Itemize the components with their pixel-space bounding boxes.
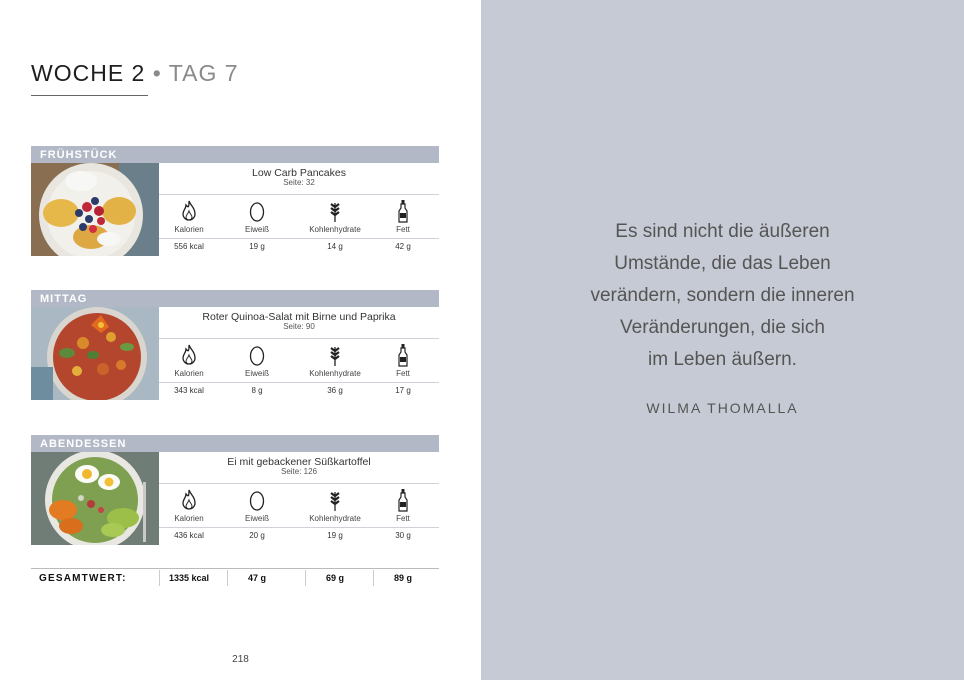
total-label: GESAMTWERT: bbox=[39, 573, 127, 584]
fat-column bbox=[373, 199, 433, 234]
carbs-value: 19 g bbox=[327, 531, 343, 540]
calories-column bbox=[159, 199, 219, 234]
egg-icon bbox=[249, 343, 265, 367]
oil-bottle-icon bbox=[395, 199, 411, 223]
week-label: WOCHE 2 bbox=[31, 60, 146, 86]
divider bbox=[159, 527, 439, 528]
egg-icon bbox=[249, 199, 265, 223]
fat-column bbox=[373, 343, 433, 378]
calories-label: Kalorien bbox=[174, 369, 204, 378]
protein-label: Eiweiß bbox=[244, 369, 269, 378]
protein-label: Eiweiß bbox=[244, 514, 269, 523]
fat-value: 17 g bbox=[395, 386, 411, 395]
protein-value: 8 g bbox=[251, 386, 263, 395]
egg-sweet-potato-photo bbox=[31, 452, 159, 545]
protein-label: Eiweiß bbox=[244, 225, 269, 234]
meal-dinner bbox=[31, 435, 439, 540]
day-label: TAG 7 bbox=[168, 60, 239, 86]
protein-value: 19 g bbox=[249, 242, 265, 251]
total-protein: 47 g bbox=[247, 573, 266, 583]
protein-column bbox=[227, 488, 287, 523]
fat-value: 42 g bbox=[395, 242, 411, 251]
left-page bbox=[0, 0, 481, 680]
heading-separator: • bbox=[152, 60, 162, 86]
recipe-page: Seite: 126 bbox=[280, 467, 318, 476]
recipe-title: Ei mit gebackener Süßkartoffel bbox=[227, 456, 371, 468]
recipe-title: Low Carb Pancakes bbox=[252, 167, 346, 179]
meal-category: FRÜHSTÜCK bbox=[31, 146, 439, 163]
calories-label: Kalorien bbox=[174, 225, 204, 234]
protein-column bbox=[227, 343, 287, 378]
carbs-value: 14 g bbox=[327, 242, 343, 251]
heading-underline bbox=[31, 95, 148, 96]
calories-value: 436 kcal bbox=[174, 531, 204, 540]
total-fat: 89 g bbox=[393, 573, 412, 583]
quote-line: Veränderungen, die sich bbox=[620, 317, 825, 338]
wheat-icon bbox=[327, 488, 343, 512]
quote-line: verändern, sondern die inneren bbox=[590, 285, 855, 306]
page-number: 218 bbox=[232, 654, 249, 665]
quote-text bbox=[481, 216, 964, 376]
oil-bottle-icon bbox=[395, 343, 411, 367]
recipe-page: Seite: 32 bbox=[283, 178, 315, 187]
carbs-column bbox=[305, 199, 365, 234]
recipe-title: Roter Quinoa-Salat mit Birne und Paprika bbox=[202, 311, 396, 323]
fat-label: Fett bbox=[396, 225, 410, 234]
divider bbox=[159, 483, 439, 484]
divider bbox=[159, 238, 439, 239]
wheat-icon bbox=[327, 343, 343, 367]
total-carbs: 69 g bbox=[325, 573, 344, 583]
quote-line: Es sind nicht die äußeren bbox=[615, 221, 830, 242]
total-calories: 1335 kcal bbox=[168, 573, 210, 583]
meal-nutrition bbox=[159, 452, 439, 545]
protein-column bbox=[227, 199, 287, 234]
carbs-column bbox=[305, 343, 365, 378]
carbs-column bbox=[305, 488, 365, 523]
carbs-label: Kohlenhydrate bbox=[309, 514, 361, 523]
divider bbox=[159, 194, 439, 195]
quote-line: Umstände, die das Leben bbox=[614, 253, 831, 274]
fat-value: 30 g bbox=[395, 531, 411, 540]
egg-icon bbox=[249, 488, 265, 512]
flame-icon bbox=[181, 343, 197, 367]
meal-category: MITTAG bbox=[31, 290, 439, 307]
quote-line: im Leben äußern. bbox=[648, 349, 797, 370]
recipe-page: Seite: 90 bbox=[283, 322, 315, 331]
quinoa-salad-photo bbox=[31, 307, 159, 400]
total-row bbox=[31, 568, 439, 592]
meal-breakfast bbox=[31, 146, 439, 251]
fat-label: Fett bbox=[396, 514, 410, 523]
meal-nutrition bbox=[159, 307, 439, 400]
calories-column bbox=[159, 343, 219, 378]
divider bbox=[159, 382, 439, 383]
meal-nutrition bbox=[159, 163, 439, 256]
divider bbox=[159, 338, 439, 339]
protein-value: 20 g bbox=[249, 531, 265, 540]
carbs-value: 36 g bbox=[327, 386, 343, 395]
meal-category: ABENDESSEN bbox=[31, 435, 439, 452]
meal-lunch bbox=[31, 290, 439, 395]
carbs-label: Kohlenhydrate bbox=[309, 369, 361, 378]
carbs-label: Kohlenhydrate bbox=[309, 225, 361, 234]
calories-column bbox=[159, 488, 219, 523]
calories-value: 343 kcal bbox=[174, 386, 204, 395]
fat-column bbox=[373, 488, 433, 523]
wheat-icon bbox=[327, 199, 343, 223]
calories-value: 556 kcal bbox=[174, 242, 204, 251]
flame-icon bbox=[181, 488, 197, 512]
page-heading bbox=[31, 60, 239, 87]
oil-bottle-icon bbox=[395, 488, 411, 512]
flame-icon bbox=[181, 199, 197, 223]
calories-label: Kalorien bbox=[174, 514, 204, 523]
pancakes-photo bbox=[31, 163, 159, 256]
fat-label: Fett bbox=[396, 369, 410, 378]
quote-author: WILMA THOMALLA bbox=[646, 400, 799, 416]
divider bbox=[31, 568, 439, 569]
